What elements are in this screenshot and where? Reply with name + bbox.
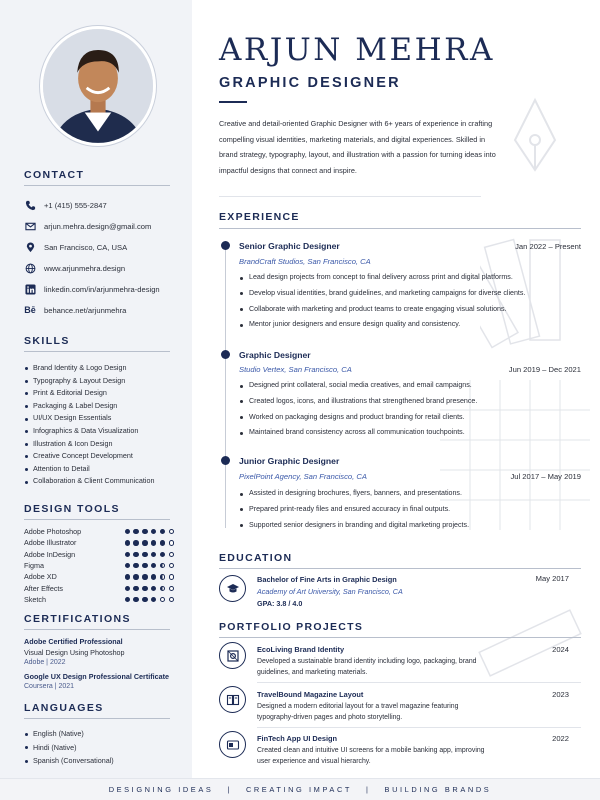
list-item: Hindi (Native) <box>24 741 114 755</box>
rating-dot <box>151 529 156 534</box>
list-item: Collaborate with marketing and product teams to create engaging visual solutions. <box>239 302 579 318</box>
project-title: EcoLiving Brand Identity <box>257 645 345 654</box>
list-item: Packaging & Label Design <box>24 400 184 413</box>
tool-name: Sketch <box>24 594 46 604</box>
job-company: PixelPoint Agency, San Francisco, CA <box>239 472 367 481</box>
list-item: Prepared print-ready files and ensured accuracy in final outputs. <box>239 502 579 518</box>
job-title: Graphic Designer <box>239 350 311 360</box>
project-description: Developed a sustainable brand identity including logo, packaging, brand guidelines, and marketing materials. <box>257 658 477 676</box>
footer-part: DESIGNING IDEAS <box>108 785 214 794</box>
cert-title: Adobe Certified Professional <box>24 637 123 646</box>
list-item: Brand Identity & Logo Design <box>24 362 184 375</box>
job-company: BrandCraft Studios, San Francisco, CA <box>239 257 371 266</box>
rating-dot <box>142 574 147 579</box>
list-item: Illustration & Icon Design <box>24 438 184 451</box>
rating-dot <box>133 529 138 534</box>
rating-dot <box>169 552 174 557</box>
tool-rating <box>125 586 174 591</box>
rating-dot <box>142 597 147 602</box>
rating-dot <box>125 540 130 545</box>
tool-row <box>24 549 174 560</box>
certifications-heading: CERTIFICATIONS <box>24 613 131 625</box>
rating-dot <box>142 529 147 534</box>
contact-behance[interactable] <box>24 303 126 317</box>
experience-heading: EXPERIENCE <box>219 211 300 223</box>
list-item: Spanish (Conversational) <box>24 754 114 768</box>
behance-text: behance.net/arjunmehra <box>44 305 127 315</box>
job-bullets <box>239 378 579 441</box>
avatar <box>43 29 153 143</box>
portfolio-heading: PORTFOLIO PROJECTS <box>219 621 364 633</box>
skills-rule <box>24 351 170 352</box>
tool-name: Adobe Illustrator <box>24 538 77 548</box>
accent-rule <box>219 101 247 103</box>
tool-rating <box>125 563 174 568</box>
tool-row <box>24 571 174 582</box>
project-divider <box>257 682 581 683</box>
timeline-dot <box>221 241 230 250</box>
job-dates: Jan 2022 – Present <box>515 242 581 251</box>
website-text: www.arjunmehra.design <box>44 263 126 273</box>
footer-separator: | <box>227 785 232 794</box>
tool-rating <box>125 529 174 534</box>
project-title: TravelBound Magazine Layout <box>257 690 364 699</box>
list-item: Develop visual identities, brand guidelines, and marketing campaigns for diverse clients. <box>239 286 579 302</box>
rating-dot <box>133 574 138 579</box>
languages-heading: LANGUAGES <box>24 702 104 714</box>
rating-dot <box>160 552 165 557</box>
behance-icon: Bē <box>24 305 36 315</box>
rating-dot <box>142 586 147 591</box>
rating-dot <box>133 563 138 568</box>
rating-dot <box>151 597 156 602</box>
education-school: Academy of Art University, San Francisco, CA <box>257 587 403 596</box>
list-item: Attention to Detail <box>24 463 184 476</box>
project-year: 2022 <box>552 734 569 743</box>
languages-rule <box>24 718 170 719</box>
rating-dot <box>125 586 130 591</box>
candidate-name: ARJUN MEHRA <box>219 32 495 68</box>
job-company: Studio Vertex, San Francisco, CA <box>239 365 352 374</box>
tool-row <box>24 594 174 605</box>
footer-part: CREATING IMPACT <box>245 785 353 794</box>
rating-dot <box>125 574 130 579</box>
languages-list <box>24 727 114 768</box>
location-text: San Francisco, CA, USA <box>44 242 128 252</box>
design-tools-rule <box>24 519 170 520</box>
project-title: FinTech App UI Design <box>257 734 338 743</box>
list-item: UI/UX Design Essentials <box>24 412 184 425</box>
location-pin-icon <box>24 241 36 253</box>
tool-rating <box>125 597 174 602</box>
footer-tagline <box>0 778 600 800</box>
globe-icon <box>24 262 36 274</box>
list-item: Creative Concept Development <box>24 450 184 463</box>
phone-text: +1 (415) 555-2847 <box>44 200 107 210</box>
rating-dot <box>169 597 174 602</box>
skills-list <box>24 362 184 488</box>
list-item: English (Native) <box>24 727 114 741</box>
rating-dot <box>160 563 165 568</box>
project-divider <box>257 727 581 728</box>
experience-timeline <box>225 246 226 528</box>
job-title: Junior Graphic Designer <box>239 456 340 466</box>
job-dates: Jul 2017 – May 2019 <box>510 472 581 481</box>
rating-dot <box>169 540 174 545</box>
linkedin-icon <box>24 283 36 295</box>
certifications-rule <box>24 629 170 630</box>
rating-dot <box>125 597 130 602</box>
tool-name: Adobe Photoshop <box>24 527 82 537</box>
list-item: Mentor junior designers and ensure design quality and consistency. <box>239 317 579 333</box>
footer-part: BUILDING BRANDS <box>384 785 492 794</box>
rating-dot <box>133 552 138 557</box>
list-item: Lead design projects from concept to final delivery across print and digital platforms. <box>239 270 579 286</box>
rating-dot <box>169 574 174 579</box>
project-description: Created clean and intuitive UI screens for a mobile banking app, improving user experience and visual hierarchy. <box>257 747 485 765</box>
experience-rule <box>219 228 581 229</box>
rating-dot <box>125 529 130 534</box>
job-role-title: GRAPHIC DESIGNER <box>219 75 401 91</box>
phone-icon <box>24 199 36 211</box>
rating-dot <box>169 586 174 591</box>
tool-name: After Effects <box>24 583 64 593</box>
tool-name: Adobe XD <box>24 572 57 582</box>
contact-location <box>24 240 127 254</box>
timeline-dot <box>221 350 230 359</box>
job-bullets <box>239 486 579 533</box>
email-text: arjun.mehra.design@gmail.com <box>44 221 152 231</box>
rating-dot <box>160 540 165 545</box>
contact-phone[interactable] <box>24 198 107 212</box>
list-item: Typography & Layout Design <box>24 375 184 388</box>
contact-rule <box>24 185 170 186</box>
rating-dot <box>160 574 165 579</box>
list-item: Designed print collateral, social media creatives, and email campaigns. <box>239 378 579 394</box>
education-gpa: GPA: 3.8 / 4.0 <box>257 599 303 608</box>
list-item: Supported senior designers in branding and digital marketing projects. <box>239 518 579 534</box>
app-ui-icon <box>219 731 246 758</box>
project-description: Designed a modern editorial layout for a travel magazine featuring typography-driven pages and photo storytelling. <box>257 703 459 721</box>
tool-name: Adobe InDesign <box>24 549 76 559</box>
project-year: 2024 <box>552 645 569 654</box>
list-item: Assisted in designing brochures, flyers, banners, and presentations. <box>239 486 579 502</box>
job-title: Senior Graphic Designer <box>239 241 340 251</box>
rating-dot <box>133 586 138 591</box>
project-year: 2023 <box>552 690 569 699</box>
rating-dot <box>151 586 156 591</box>
tool-name: Figma <box>24 561 44 571</box>
pen-nib-decoration-icon <box>500 95 570 175</box>
rating-dot <box>125 552 130 557</box>
education-degree: Bachelor of Fine Arts in Graphic Design <box>257 575 397 584</box>
contact-email[interactable] <box>24 219 151 233</box>
magazine-layout-icon <box>219 686 246 713</box>
list-item: Created logos, icons, and illustrations that strengthened brand presence. <box>239 394 579 410</box>
rating-dot <box>133 597 138 602</box>
job-bullets <box>239 270 579 333</box>
summary-divider <box>219 196 481 197</box>
cert-meta: Adobe | 2022 <box>24 659 66 666</box>
rating-dot <box>169 529 174 534</box>
education-date: May 2017 <box>535 574 569 583</box>
rating-dot <box>160 586 165 591</box>
contact-linkedin[interactable] <box>24 282 160 296</box>
rating-dot <box>151 540 156 545</box>
rating-dot <box>142 563 147 568</box>
rating-dot <box>133 540 138 545</box>
envelope-icon <box>24 220 36 232</box>
rating-dot <box>160 597 165 602</box>
design-tools-heading: DESIGN TOOLS <box>24 503 120 515</box>
education-heading: EDUCATION <box>219 552 293 564</box>
profile-photo <box>40 26 156 146</box>
job-dates: Jun 2019 – Dec 2021 <box>508 365 581 374</box>
list-item: Infographics & Data Visualization <box>24 425 184 438</box>
tool-row <box>24 537 174 548</box>
skills-heading: SKILLS <box>24 335 70 347</box>
ruler-decoration-icon <box>470 590 590 700</box>
rating-dot <box>169 563 174 568</box>
contact-heading: CONTACT <box>24 169 85 181</box>
portfolio-rule <box>219 637 581 638</box>
tool-row <box>24 583 174 594</box>
rating-dot <box>151 574 156 579</box>
list-item: Maintained brand consistency across all communication touchpoints. <box>239 425 579 441</box>
contact-website[interactable] <box>24 261 125 275</box>
rating-dot <box>142 552 147 557</box>
timeline-dot <box>221 456 230 465</box>
tool-rating <box>125 552 174 557</box>
tool-rating <box>125 540 174 545</box>
tool-row <box>24 560 174 571</box>
rating-dot <box>160 529 165 534</box>
footer-separator: | <box>366 785 371 794</box>
list-item: Print & Editorial Design <box>24 387 184 400</box>
linkedin-text: linkedin.com/in/arjunmehra-design <box>44 284 160 294</box>
list-item: Collaboration & Client Communication <box>24 475 184 488</box>
education-rule <box>219 568 581 569</box>
cert-title: Google UX Design Professional Certificate <box>24 672 169 681</box>
cert-subtitle: Visual Design Using Photoshop <box>24 648 125 657</box>
graduation-cap-icon <box>219 575 246 602</box>
tool-row <box>24 526 174 537</box>
rating-dot <box>142 540 147 545</box>
list-item: Worked on packaging designs and product branding for retail clients. <box>239 410 579 426</box>
tool-rating <box>125 574 174 579</box>
rating-dot <box>125 563 130 568</box>
rating-dot <box>151 563 156 568</box>
brand-identity-icon <box>219 642 246 669</box>
rating-dot <box>151 552 156 557</box>
profile-summary: Creative and detail-oriented Graphic Designer with 6+ years of experience in crafting compelling visual identities, marketing materials, and digital experiences. Skilled in brand strategy, typography, layout, and illustration with a passion for turning ideas into impactful designs that connect and inspire. <box>219 119 496 175</box>
cert-meta: Coursera | 2021 <box>24 683 75 690</box>
